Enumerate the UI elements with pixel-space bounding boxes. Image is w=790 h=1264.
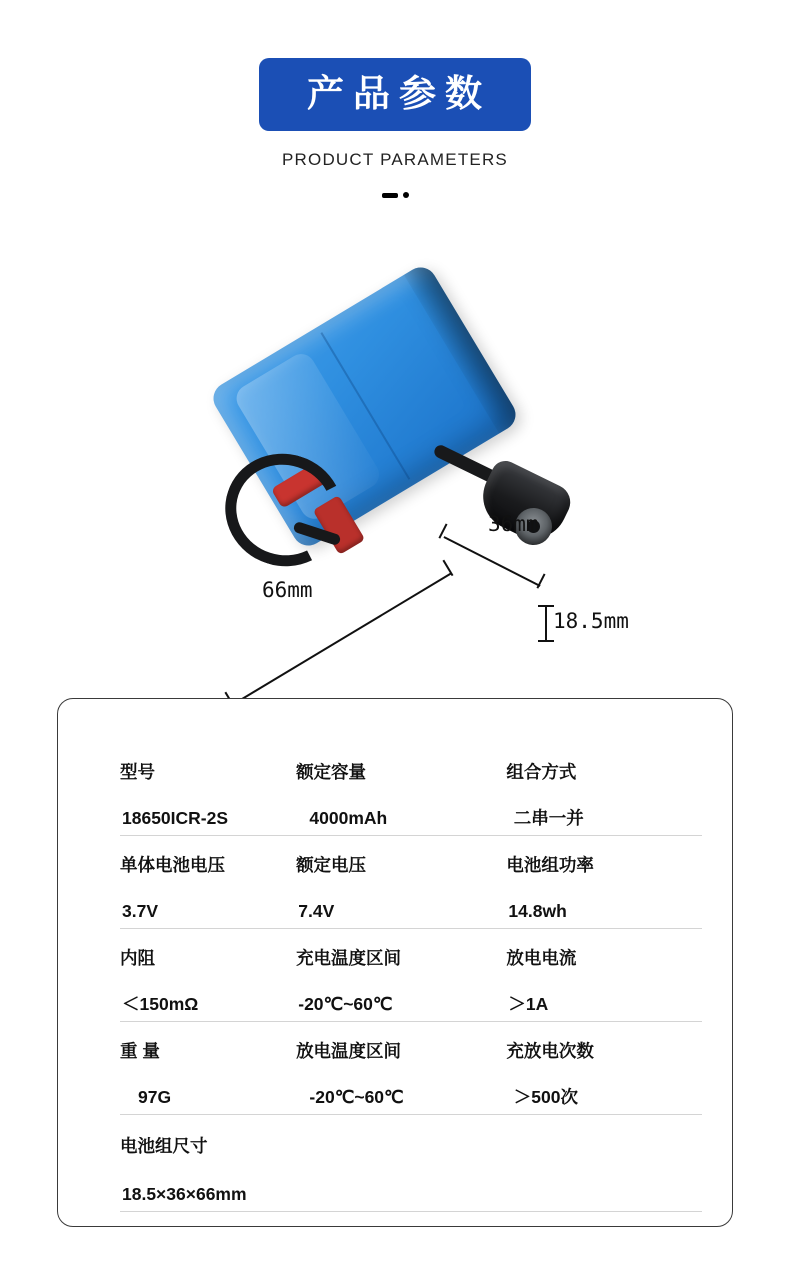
product-image-area	[0, 236, 790, 656]
table-row	[120, 1117, 702, 1163]
dimension-tick-height-bottom	[538, 640, 554, 642]
spec-value-pack-size: 18.5×36×66mm	[122, 1184, 247, 1204]
spec-value-internal-resistance: ＜150mΩ	[122, 994, 199, 1014]
decorative-divider	[0, 190, 790, 200]
spec-header-discharge-temp-range: 放电温度区间	[296, 1041, 402, 1061]
spec-value-weight: 97G	[138, 1087, 172, 1107]
table-row	[120, 838, 702, 882]
spec-value-pack-power: 14.8wh	[508, 901, 567, 921]
spec-group	[120, 931, 702, 1022]
spec-value-cycle-count: ＞500次	[513, 1087, 578, 1107]
spec-value-rated-voltage: 7.4V	[298, 901, 335, 921]
dimension-line-height	[545, 606, 547, 642]
spec-value-model: 18650ICR-2S	[122, 808, 229, 828]
spec-header-internal-resistance: 内阻	[120, 948, 155, 968]
spec-group	[120, 1024, 702, 1115]
spec-header-weight: 重 量	[120, 1041, 160, 1061]
table-row	[120, 745, 702, 789]
spec-table-card	[57, 698, 733, 1227]
table-row	[120, 1163, 702, 1212]
table-row	[120, 1068, 702, 1115]
spec-value-configuration: 二串一并	[513, 808, 584, 828]
spec-value-discharge-current: ＞1A	[508, 994, 549, 1014]
dimension-tick-height-top	[538, 605, 554, 607]
spec-value-discharge-temp-range: -20℃~60℃	[309, 1087, 404, 1107]
divider-dash-icon	[382, 193, 398, 198]
spec-value-capacity: 4000mAh	[309, 808, 388, 828]
table-row	[120, 789, 702, 836]
spec-header-model: 型号	[120, 762, 155, 782]
table-row	[120, 1024, 702, 1068]
spec-header-pack-power: 电池组功率	[506, 855, 594, 875]
battery-end-shadow	[404, 262, 522, 434]
spec-table	[120, 745, 702, 1214]
spec-value-cell-voltage: 3.7V	[122, 901, 158, 921]
spec-header-capacity: 额定容量	[296, 762, 367, 782]
spec-group	[120, 838, 702, 929]
battery-pack-illustration	[215, 256, 635, 616]
table-row	[120, 975, 702, 1022]
spec-group-dimensions	[120, 1117, 702, 1212]
spec-header-rated-voltage: 额定电压	[296, 855, 367, 875]
spec-header-cycle-count: 充放电次数	[506, 1041, 594, 1061]
spec-header-configuration: 组合方式	[506, 762, 577, 782]
spec-header-charge-temp-range: 充电温度区间	[296, 948, 402, 968]
spec-header-discharge-current: 放电电流	[506, 948, 577, 968]
table-row	[120, 882, 702, 929]
spec-value-charge-temp-range: -20℃~60℃	[298, 994, 393, 1014]
spec-group	[120, 745, 702, 836]
page-title: 产品参数	[259, 58, 531, 131]
page-header	[0, 0, 790, 200]
page-subtitle: PRODUCT PARAMETERS	[282, 150, 508, 169]
divider-dot-icon	[403, 192, 409, 198]
dimension-label-width: 36mm	[488, 512, 539, 536]
table-row	[120, 931, 702, 975]
spec-header-cell-voltage: 单体电池电压	[120, 855, 225, 875]
spec-header-pack-size: 电池组尺寸	[120, 1136, 208, 1156]
dimension-label-length: 66mm	[262, 578, 313, 602]
dimension-label-height: 18.5mm	[553, 609, 629, 633]
